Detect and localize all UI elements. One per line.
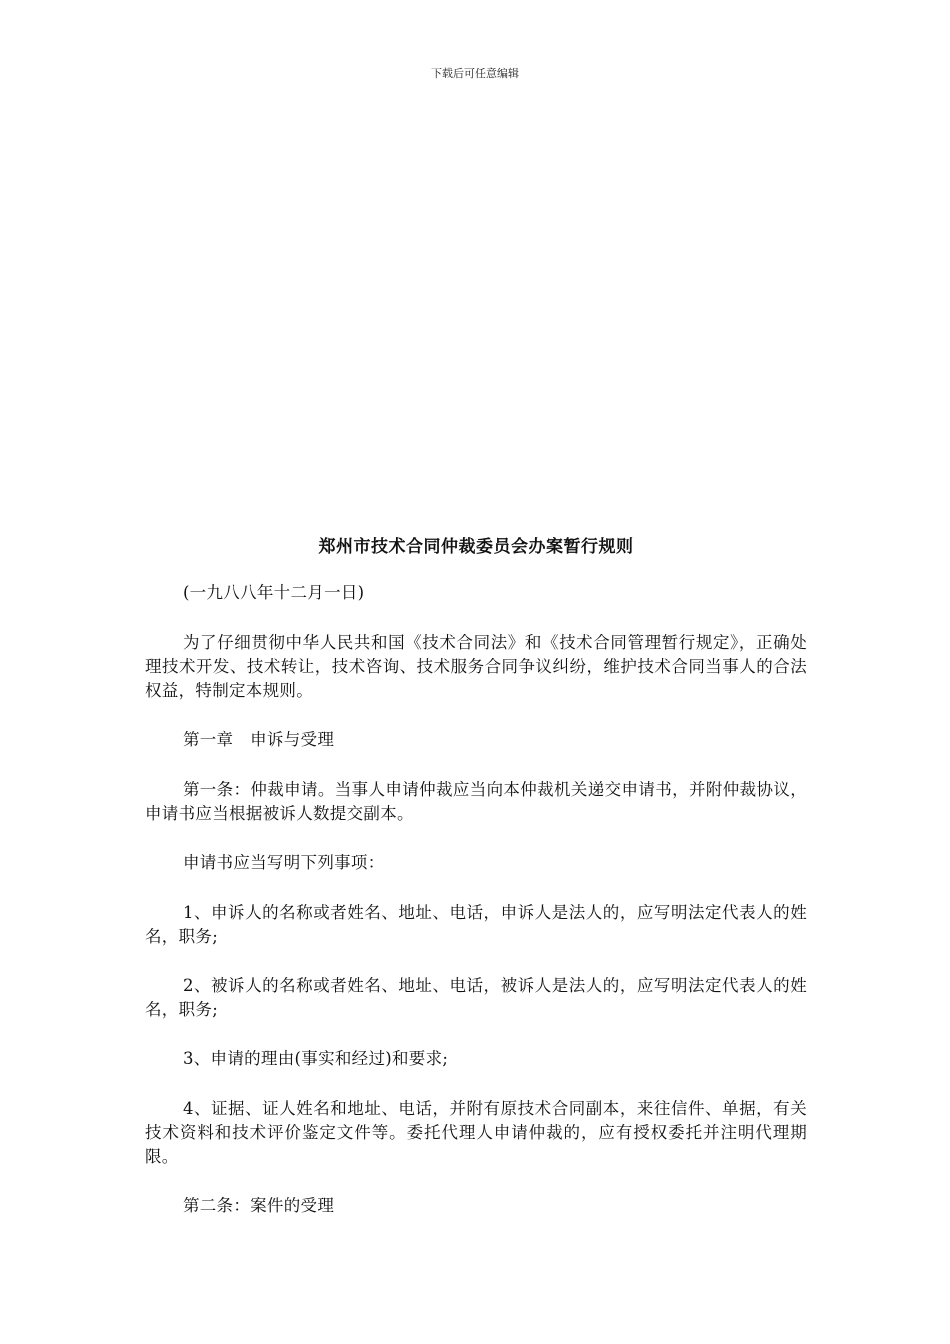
list-item-1: 1、申诉人的名称或者姓名、地址、电话，申诉人是法人的，应写明法定代表人的姓名，职务; [145, 903, 807, 946]
preamble-paragraph: 为了仔细贯彻中华人民共和国《技术合同法》和《技术合同管理暂行规定》，正确处理技术开发、技术转让，技术咨询、技术服务合同争议纠纷，维护技术合同当事人的合法权益，特制定本规则。 [145, 633, 807, 700]
items-intro: 申请书应当写明下列事项： [182, 853, 385, 872]
document-title: 郑州市技术合同仲裁委员会办案暂行规则 [318, 537, 634, 557]
document-body [145, 534, 807, 1244]
chapter-heading: 第一章 申诉与受理 [182, 730, 335, 749]
document-date: (一九八八年十二月一日) [182, 583, 365, 602]
list-item-3: 3、申请的理由(事实和经过)和要求; [182, 1049, 449, 1068]
header-note: 下载后可任意编辑 [431, 67, 519, 80]
list-item-2: 2、被诉人的名称或者姓名、地址、电话，被诉人是法人的，应写明法定代表人的姓名，职务; [145, 976, 807, 1019]
article-1-paragraph: 第一条：仲裁申请。当事人申请仲裁应当向本仲裁机关递交申请书，并附仲裁协议，申请书应当根据被诉人数提交副本。 [145, 780, 807, 823]
article-2-heading: 第二条：案件的受理 [182, 1196, 335, 1215]
list-item-4: 4、证据、证人姓名和地址、电话，并附有原技术合同副本，来往信件、单据，有关技术资料和技术评价鉴定文件等。委托代理人申请仲裁的，应有授权委托并注明代理期限。 [145, 1099, 807, 1166]
